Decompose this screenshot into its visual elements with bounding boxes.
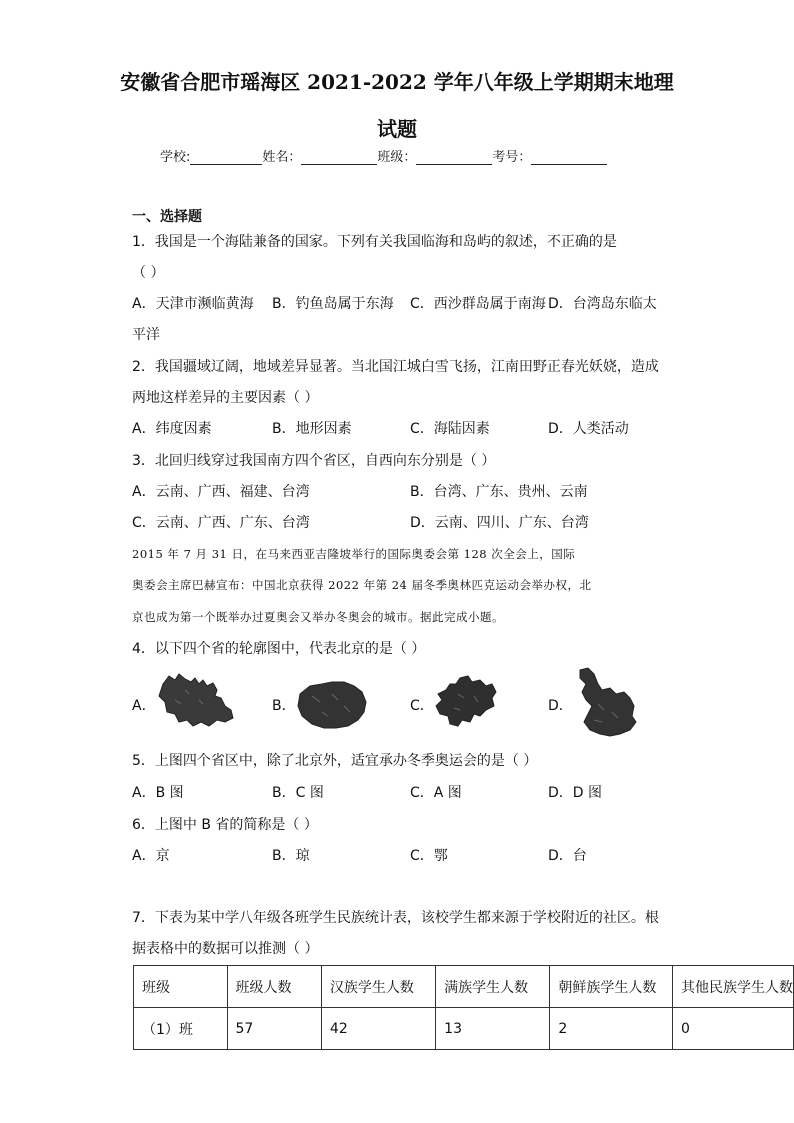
q4-option-a: A． [132, 698, 156, 714]
q2-option-a: A．纬度因素 [132, 421, 212, 437]
exam-title-line1: 安徽省合肥市瑶海区 2021-2022 学年八年级上学期期末地理 [120, 70, 674, 94]
passage-line2: 奥委会主席巴赫宣布：中国北京获得 2022 年第 24 届冬季奥林匹克运动会举办权，北 [132, 578, 592, 592]
table-header-cell: 朝鲜族学生人数 [550, 966, 673, 1008]
province-outline-a-icon [155, 670, 240, 730]
section-heading: 一、选择题 [132, 209, 202, 225]
q6-option-c: C．鄂 [410, 848, 448, 864]
table-cell: （1）班 [134, 1008, 228, 1050]
table-cell: 13 [436, 1008, 550, 1050]
name-label: 姓名： [262, 150, 302, 165]
q3-option-b: B．台湾、广东、贵州、云南 [410, 484, 588, 500]
exam-title-line2: 试题 [377, 117, 417, 141]
exam-number-label: 考号： [492, 150, 532, 165]
q6-stem: 6．上图中 B 省的简称是（ ） [132, 817, 318, 833]
province-outline-b-icon [292, 676, 372, 732]
q4-option-b: B． [272, 698, 296, 714]
q5-stem: 5．上图四个省区中，除了北京外，适宜承办冬季奥运会的是（ ） [132, 753, 538, 769]
q1-option-b: B．钓鱼岛属于东海 [272, 296, 394, 312]
q1-option-a: A．天津市濒临黄海 [132, 296, 254, 312]
q1-paren: （ ） [132, 265, 165, 281]
table-header-cell: 满族学生人数 [436, 966, 550, 1008]
q2-option-b: B．地形因素 [272, 421, 352, 437]
province-outline-d-icon [568, 664, 648, 744]
q2-option-c: C．海陆因素 [410, 421, 490, 437]
q1-option-d: D．台湾岛东临太 [548, 296, 657, 312]
q6-option-a: A．京 [132, 848, 170, 864]
school-blank [190, 150, 262, 165]
passage-line3: 京也成为第一个既举办过夏奥会又举办冬奥会的城市。据此完成小题。 [132, 610, 504, 624]
q3-option-d: D．云南、四川、广东、台湾 [410, 515, 589, 531]
passage-line1: 2015 年 7 月 31 日，在马来西亚吉隆坡举行的国际奥委会第 128 次全会上，国际 [132, 547, 576, 561]
table-header-row [134, 966, 794, 1008]
q3-option-a: A．云南、广西、福建、台湾 [132, 484, 310, 500]
table-cell: 42 [321, 1008, 435, 1050]
q2-option-d: D．人类活动 [548, 421, 629, 437]
q6-option-b: B．琼 [272, 848, 310, 864]
q5-option-b: B．C 图 [272, 785, 324, 801]
q1-option-d-continued: 平洋 [132, 327, 160, 343]
q7-stem-line1: 7．下表为某中学八年级各班学生民族统计表，该校学生都来源于学校附近的社区。根 [132, 910, 659, 926]
q5-option-c: C．A 图 [410, 785, 462, 801]
exam-number-blank [531, 150, 607, 165]
q6-option-d: D．台 [548, 848, 587, 864]
class-blank [416, 150, 492, 165]
table-header-cell: 班级 [134, 966, 228, 1008]
q4-stem: 4．以下四个省的轮廓图中，代表北京的是（ ） [132, 641, 426, 657]
q3-option-c: C．云南、广西、广东、台湾 [132, 515, 310, 531]
table-header-cell: 汉族学生人数 [321, 966, 435, 1008]
table-row [134, 1008, 794, 1050]
q7-stem-line2: 据表格中的数据可以推测（ ） [132, 941, 319, 957]
province-outline-c-icon [430, 674, 502, 734]
q2-stem-line2: 两地这样差异的主要因素（ ） [132, 390, 319, 406]
student-info-row [160, 146, 607, 165]
q2-stem-line1: 2．我国疆域辽阔，地域差异显著。当北国江城白雪飞扬，江南田野正春光妖娆，造成 [132, 359, 659, 375]
q5-option-d: D．D 图 [548, 785, 603, 801]
table-cell: 2 [550, 1008, 673, 1050]
class-label: 班级： [377, 150, 417, 165]
q1-option-c: C．西沙群岛属于南海 [410, 296, 546, 312]
table-header-cell: 其他民族学生人数 [672, 966, 793, 1008]
q4-option-d: D． [548, 698, 573, 714]
table-cell: 0 [672, 1008, 793, 1050]
ethnic-statistics-table [133, 965, 794, 1050]
table-header-cell: 班级人数 [227, 966, 321, 1008]
q4-option-c: C． [410, 698, 434, 714]
q5-option-a: A．B 图 [132, 785, 184, 801]
q1-stem: 1．我国是一个海陆兼备的国家。下列有关我国临海和岛屿的叙述，不正确的是 [132, 234, 617, 250]
school-label: 学校: [160, 150, 191, 165]
name-blank [301, 150, 377, 165]
table-cell: 57 [227, 1008, 321, 1050]
q3-stem: 3．北回归线穿过我国南方四个省区，自西向东分别是（ ） [132, 453, 496, 469]
